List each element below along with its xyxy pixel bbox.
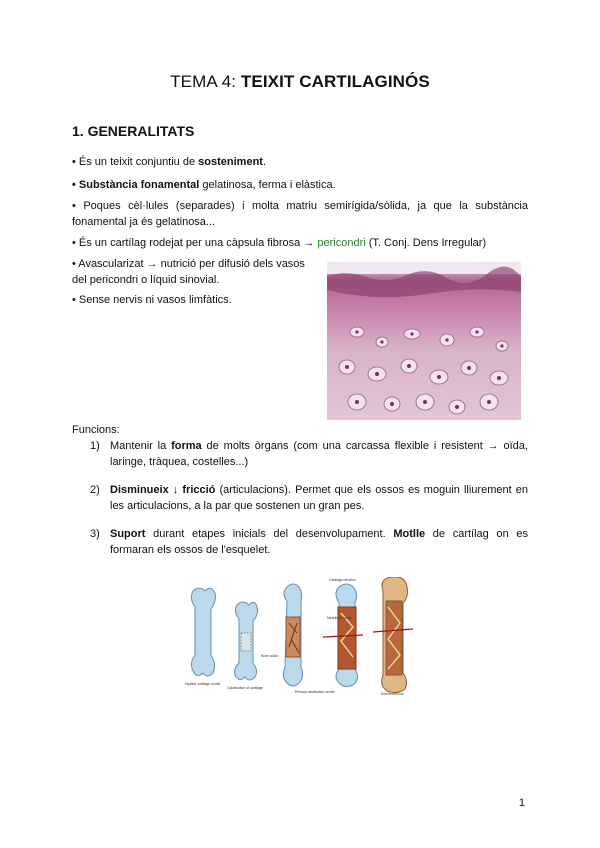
stage-2 [235,602,258,680]
label-calcification: Calcification of cartilage [227,686,263,690]
bullet-5: • Avascularizat → nutrició per difusió dels vasos del pericondri o líquid sinovial. [72,258,305,286]
pericondri-term: pericondri [317,237,366,249]
bullet-1: • És un teixit conjuntiu de sosteniment. [72,156,267,168]
title-prefix: TEMA 4: [170,72,241,91]
function-item-3: 3) Suport durant etapes inicials del desenvolupament. Motlle de cartílag on es formaran els ossos de l'esquelet. [90,528,529,556]
bullet-3: • Poques cèl·lules (separades) i molta matriu semirígida/sòlida, ja que la substància fonamental ja és gelatinosa... [72,200,528,228]
function-item-1: 1) Mantenir la forma de molts òrgans (com una carcassa flexible i resistent → oïda, laringe, tràquea, costelles...) [90,440,528,468]
label-hyaline: Hyaline cartilage model [185,682,221,686]
label-medullary: Medullary cavity [327,616,352,620]
funcions-label: Funcions: [72,424,120,436]
label-primary-center: Primary ossification center [295,690,335,694]
stage-3 [283,584,302,686]
label-epiphyseal: Epiphyseal line [381,692,404,695]
label-cartilage-remains: Cartilage remains [329,578,356,582]
bullet-2: • Substància fonamental gelatinosa, ferma i elàstica. [72,179,336,191]
bullet-6: • Sense nervis ni vasos limfàtics. [72,294,232,306]
bullet-4: • És un cartílag rodejat per una càpsula fibrosa → pericondri (T. Conj. Dens Irregular) [72,237,487,249]
ossification-diagram [183,577,423,695]
stage-1 [191,588,215,676]
label-bone-collar: Bone collar [261,654,278,658]
page-title [0,72,600,92]
histology-micrograph [327,262,521,420]
page-number: 1 [518,797,525,809]
section-heading: 1. GENERALITATS [72,123,195,139]
stage-5 [373,577,413,693]
stage-4 [323,584,363,687]
title-main: TEIXIT CARTILAGINÓS [240,72,430,91]
function-item-2: 2) Disminueix ↓ fricció (articulacions). Permet que els ossos es moguin lliurement en les articulacions, a la par que sostenen un gran pes. [90,484,528,512]
